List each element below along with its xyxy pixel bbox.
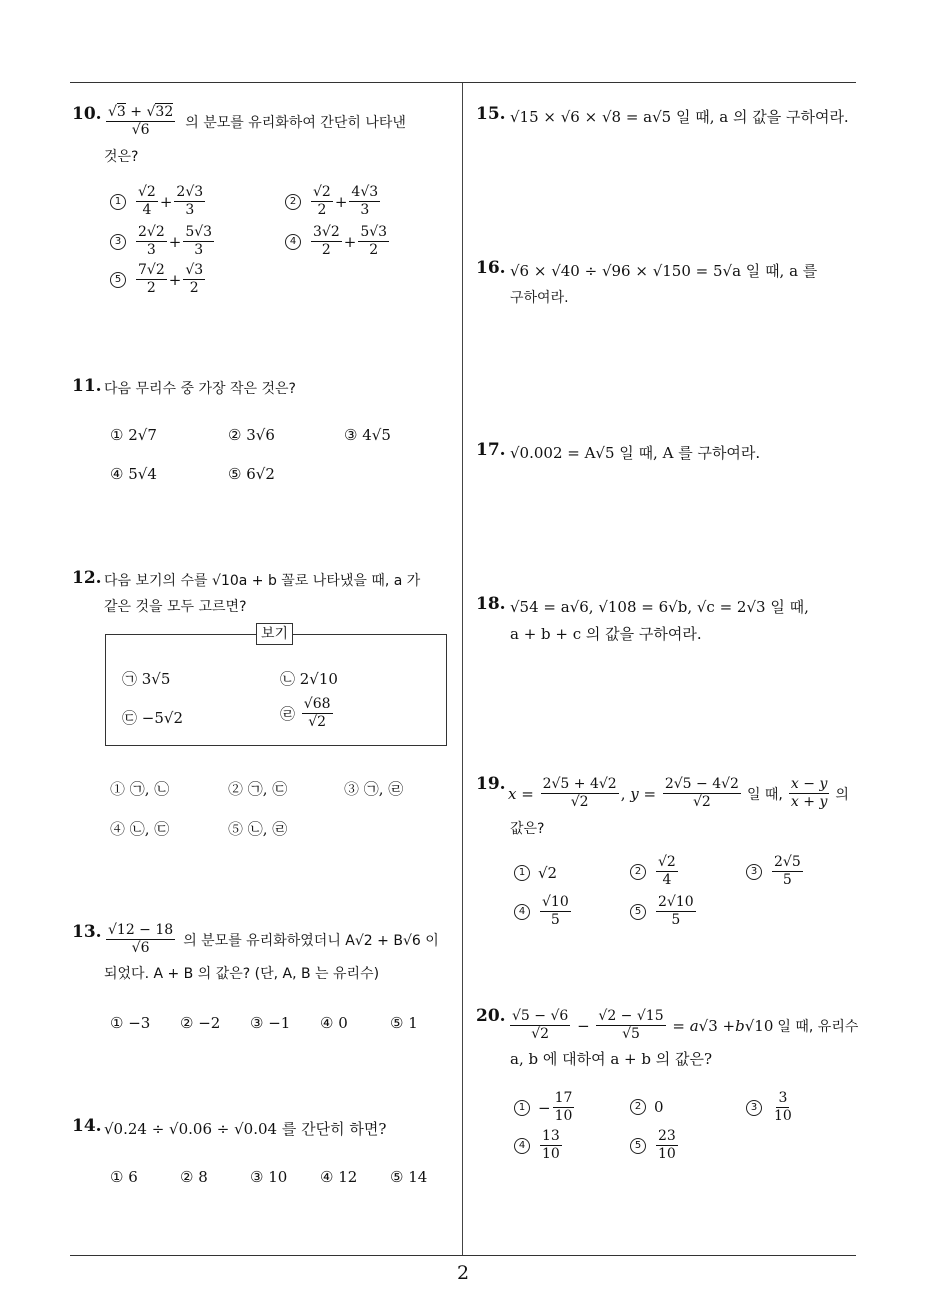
problem-number: 18. (476, 594, 506, 614)
option-4[interactable]: ④ 12 (320, 1168, 358, 1186)
option-5[interactable]: ⑤ 1 (390, 1014, 418, 1032)
problem-text: $\frac{√12 - 18}{√6}$ 의 분모를 유리화하였더니 A√2 + B√6 이 (108, 922, 439, 956)
option-2[interactable]: ② −2 (180, 1014, 221, 1032)
option-2[interactable]: ② 8 (180, 1168, 208, 1186)
option-4[interactable]: 4 $\frac{3√2}{2}$ + $\frac{5√3}{2}$ (285, 224, 391, 259)
problem-text: $\frac{√5 - √6}{√2}$ − $\frac{√2 - √15}{√5}$ = a √3 + b √10 일 때, 유리수 (512, 1008, 859, 1042)
option-4[interactable]: 4 $\frac{13}{10}$ (514, 1128, 564, 1163)
option-5[interactable]: ⑤ ㉡, ㉣ (228, 820, 288, 838)
problem-text: $\frac{√3 + √32}{√6}$ 의 분모를 유리화하여 간단히 나타낸 (108, 104, 406, 138)
problem-number: 19. (476, 774, 506, 794)
problem-number: 13. (72, 922, 102, 942)
column-divider (462, 83, 463, 1256)
option-1[interactable]: 1 $\frac{√2}{4}$ + $\frac{2√3}{3}$ (110, 184, 207, 219)
option-4[interactable]: 4 $\frac{√10}{5}$ (514, 894, 573, 929)
option-5[interactable]: 5 $\frac{7√2}{2}$ + $\frac{√3}{2}$ (110, 262, 207, 297)
option-1[interactable]: ① ㉠, ㉡ (110, 780, 170, 798)
box-item-2: ㉡ 2√10 (280, 670, 338, 688)
option-3[interactable]: ③ 10 (250, 1168, 288, 1186)
option-3[interactable]: ③ −1 (250, 1014, 291, 1032)
option-2[interactable]: ② ㉠, ㉢ (228, 780, 288, 798)
option-1[interactable]: ① 2√7 (110, 426, 157, 444)
option-3[interactable]: 3 $\frac{2√2}{3}$ + $\frac{5√3}{3}$ (110, 224, 216, 259)
bottom-rule (70, 1255, 856, 1256)
option-4[interactable]: ④ 5√4 (110, 465, 157, 483)
top-rule (70, 82, 856, 83)
option-4[interactable]: ④ ㉡, ㉢ (110, 820, 170, 838)
option-2[interactable]: 2 $\frac{√2}{4}$ (630, 854, 680, 889)
problem-text: √0.002 = A√5 일 때, A 를 구하여라. (510, 444, 761, 462)
example-box (105, 634, 447, 746)
problem-text: √15 × √6 × √8 = a√5 일 때, a 의 값을 구하여라. (510, 108, 849, 126)
option-1[interactable]: ① 6 (110, 1168, 138, 1186)
box-item-3: ㉢ −5√2 (122, 709, 183, 727)
box-item-1: ㉠ 3√5 (122, 670, 171, 688)
option-5[interactable]: ⑤ 14 (390, 1168, 428, 1186)
option-2[interactable]: ② 3√6 (228, 426, 275, 444)
option-1[interactable]: ① −3 (110, 1014, 151, 1032)
problem-text: 다음 무리수 중 가장 작은 것은? (104, 381, 296, 397)
option-2[interactable]: 2 0 (630, 1098, 664, 1116)
option-5[interactable]: ⑤ 6√2 (228, 465, 275, 483)
problem-text: √6 × √40 ÷ √96 × √150 = 5√a 일 때, a 를 (510, 262, 818, 280)
problem-text: x = $\frac{2√5 + 4√2}{√2}$ , y = $\frac{2√5 - 4√2}{√2}$ 일 때, $\frac{x - y}{x + y}$ 의 (508, 776, 849, 810)
option-3[interactable]: 3 $\frac{2√5}{5}$ (746, 854, 805, 889)
page-number: 2 (456, 1262, 470, 1284)
problem-text: 다음 보기의 수를 √10a + b 꼴로 나타냈을 때, a 가 (104, 573, 421, 589)
problem-number: 11. (72, 376, 102, 396)
option-3[interactable]: 3 $\frac{3}{10}$ (746, 1090, 796, 1125)
problem-number: 12. (72, 568, 102, 588)
option-3[interactable]: ③ 4√5 (344, 426, 391, 444)
problem-number: 15. (476, 104, 506, 124)
option-1[interactable]: 1 − $\frac{17}{10}$ (514, 1090, 576, 1125)
option-2[interactable]: 2 $\frac{√2}{2}$ + $\frac{4√3}{3}$ (285, 184, 382, 219)
problem-text: √54 = a√6, √108 = 6√b, √c = 2√3 일 때, (510, 598, 809, 616)
option-5[interactable]: 5 $\frac{2√10}{5}$ (630, 894, 698, 929)
example-box-title: 보기 (256, 623, 293, 645)
problem-text: √0.24 ÷ √0.06 ÷ √0.04 를 간단히 하면? (104, 1120, 387, 1138)
problem-number: 10. (72, 104, 102, 124)
problem-number: 17. (476, 440, 506, 460)
problem-number: 16. (476, 258, 506, 278)
option-3[interactable]: ③ ㉠, ㉣ (344, 780, 404, 798)
option-5[interactable]: 5 $\frac{23}{10}$ (630, 1128, 680, 1163)
box-item-4: ㉣ $\frac{√68}{√2}$ (280, 696, 331, 730)
problem-number: 20. (476, 1006, 506, 1026)
option-1[interactable]: 1 √2 (514, 864, 557, 882)
problem-number: 14. (72, 1116, 102, 1136)
math-fraction: $\frac{√3 + √32}{√6}$ (108, 104, 174, 138)
option-4[interactable]: ④ 0 (320, 1014, 348, 1032)
